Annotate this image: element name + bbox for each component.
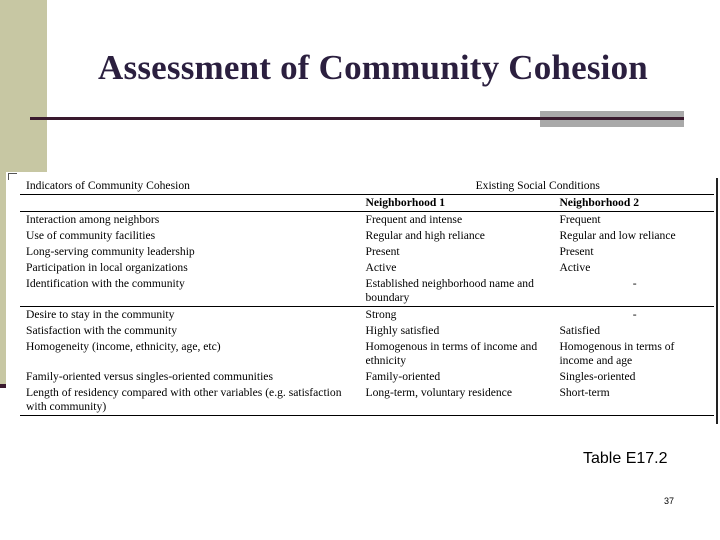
table-row <box>20 385 714 416</box>
neighborhood-2-cell: Frequent <box>559 213 601 226</box>
neighborhood-1-cell: Long-term, voluntary residence <box>360 385 554 416</box>
table-header-row <box>20 178 714 195</box>
title-underline <box>30 117 540 120</box>
indicator-cell: Length of residency compared with other variables (e.g. satisfaction with community) <box>20 385 360 416</box>
neighborhood-1-header: Neighborhood 1 <box>360 195 554 212</box>
neighborhood-2-cell: Active <box>559 261 591 274</box>
neighborhood-2-header: Neighborhood 2 <box>553 195 714 212</box>
neighborhood-2-cell: Present <box>559 245 594 258</box>
indicator-cell: Interaction among neighbors <box>26 213 160 226</box>
table-image <box>6 172 718 427</box>
table-row <box>20 339 714 369</box>
neighborhood-2-cell: - <box>553 307 714 324</box>
neighborhood-1-cell: Family-oriented <box>365 370 441 383</box>
table-row <box>20 323 714 339</box>
neighborhood-1-cell: Established neighborhood name and boundary <box>365 277 534 304</box>
image-corner-mark <box>8 173 17 180</box>
neighborhood-1-cell: Homogenous in terms of income and ethnicity <box>365 340 538 367</box>
table-row <box>20 260 714 276</box>
neighborhood-2-cell: Singles-oriented <box>559 370 636 383</box>
table-row <box>20 369 714 385</box>
indicator-cell: Desire to stay in the community <box>20 307 360 324</box>
neighborhood-1-cell: Highly satisfied <box>365 324 440 337</box>
indicator-cell: Identification with the community <box>26 277 185 290</box>
neighborhood-1-cell: Active <box>365 261 397 274</box>
cohesion-table <box>20 178 714 416</box>
image-edge-mark <box>716 178 718 424</box>
table-caption: Table E17.2 <box>583 450 668 467</box>
indicator-header: Indicators of Community Cohesion <box>20 178 360 195</box>
slide-title: Assessment of Community Cohesion <box>98 48 648 87</box>
table-row <box>20 212 714 229</box>
neighborhood-1-cell: Strong <box>360 307 554 324</box>
title-underline-accent-line <box>540 117 684 120</box>
neighborhood-1-cell: Frequent and intense <box>365 213 463 226</box>
neighborhood-2-cell: Regular and low reliance <box>559 229 676 242</box>
neighborhood-2-cell: Satisfied <box>559 324 601 337</box>
neighborhood-2-cell: Short-term <box>553 385 714 416</box>
indicator-cell: Family-oriented versus singles-oriented communities <box>26 370 273 383</box>
neighborhood-2-cell: Homogenous in terms of income and age <box>559 340 675 367</box>
table-row <box>20 276 714 307</box>
indicator-cell: Homogeneity (income, ethnicity, age, etc) <box>26 340 221 353</box>
table-row <box>20 228 714 244</box>
indicator-cell: Long-serving community leadership <box>26 245 195 258</box>
neighborhood-2-cell: - <box>632 277 637 290</box>
table-subheader-row <box>20 195 714 212</box>
neighborhood-1-cell: Regular and high reliance <box>365 229 485 242</box>
conditions-header: Existing Social Conditions <box>360 178 715 195</box>
indicator-cell: Participation in local organizations <box>26 261 188 274</box>
neighborhood-1-cell: Present <box>365 245 400 258</box>
indicator-cell: Satisfaction with the community <box>26 324 178 337</box>
table-row <box>20 307 714 324</box>
empty-header-cell <box>20 195 360 212</box>
table-row <box>20 244 714 260</box>
page-number: 37 <box>664 496 675 506</box>
indicator-cell: Use of community facilities <box>26 229 156 242</box>
